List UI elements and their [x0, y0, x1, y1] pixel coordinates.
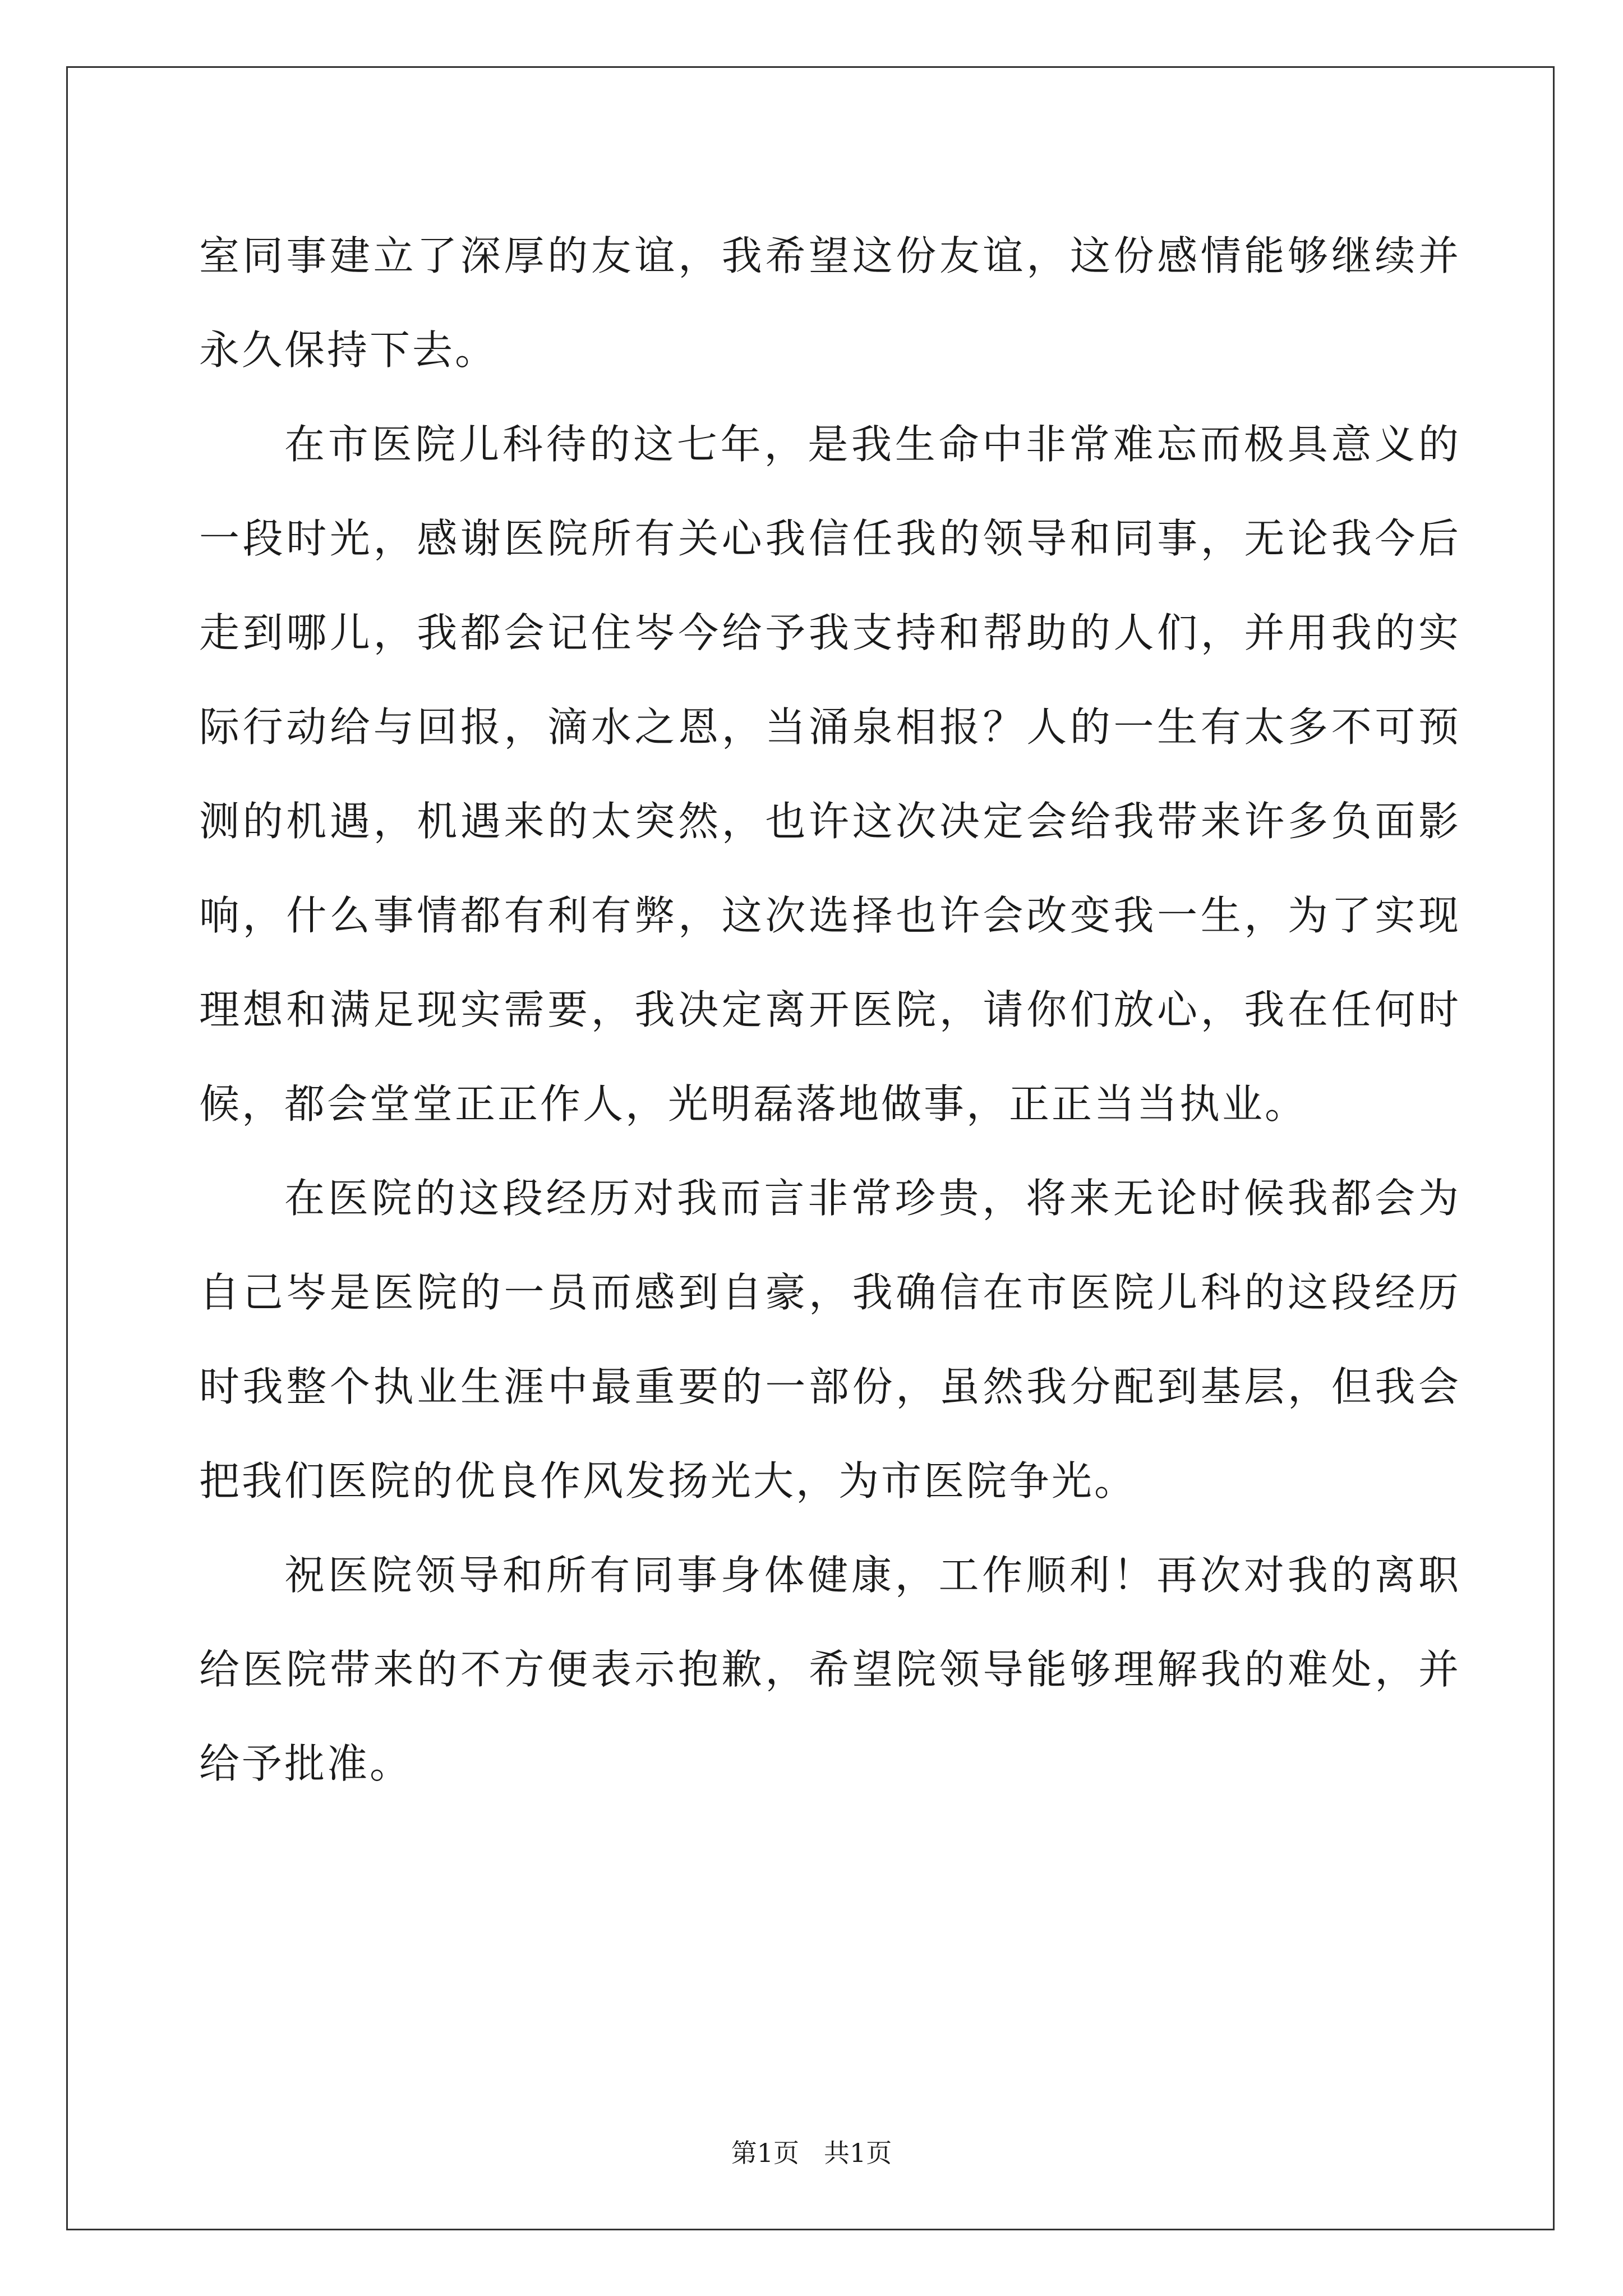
footer-spacer [799, 2138, 824, 2168]
paragraph-1: 室同事建立了深厚的友谊，我希望这份友谊，这份感情能够继续并永久保持下去。 [199, 232, 1461, 374]
paragraph-4: 祝医院领导和所有同事身体健康，工作顺利！再次对我的离职给医院带来的不方便表示抱歉，希望院领导能够理解我的难处，并给予批准。 [199, 1552, 1461, 1787]
page-number-total: 共1页 [823, 2138, 892, 2168]
paragraph-3: 在医院的这段经历对我而言非常珍贵，将来无论时候我都会为自己岑是医院的一员而感到自豪，我确信在市医院儿科的这段经历时我整个执业生涯中最重要的一部份，虽然我分配到基层，但我会把我们医院的优良作风发扬光大，为市医院争光。 [199, 1175, 1461, 1504]
document-body [199, 209, 1461, 1811]
page-footer [0, 2136, 1623, 2170]
paragraph-2: 在市医院儿科待的这七年，是我生命中非常难忘而极具意义的一段时光，感谢医院所有关心我信任我的领导和同事，无论我今后走到哪儿，我都会记住岑今给予我支持和帮助的人们，并用我的实际行动给与回报，滴水之恩，当涌泉相报？人的一生有太多不可预测的机遇，机遇来的太突然，也许这次决定会给我带来许多负面影响，什么事情都有利有弊，这次选择也许会改变我一生，为了实现理想和满足现实需要，我决定离开医院，请你们放心，我在任何时候，都会堂堂正正作人，光明磊落地做事，正正当当执业。 [199, 421, 1461, 1128]
page-number-current: 第1页 [731, 2138, 800, 2168]
